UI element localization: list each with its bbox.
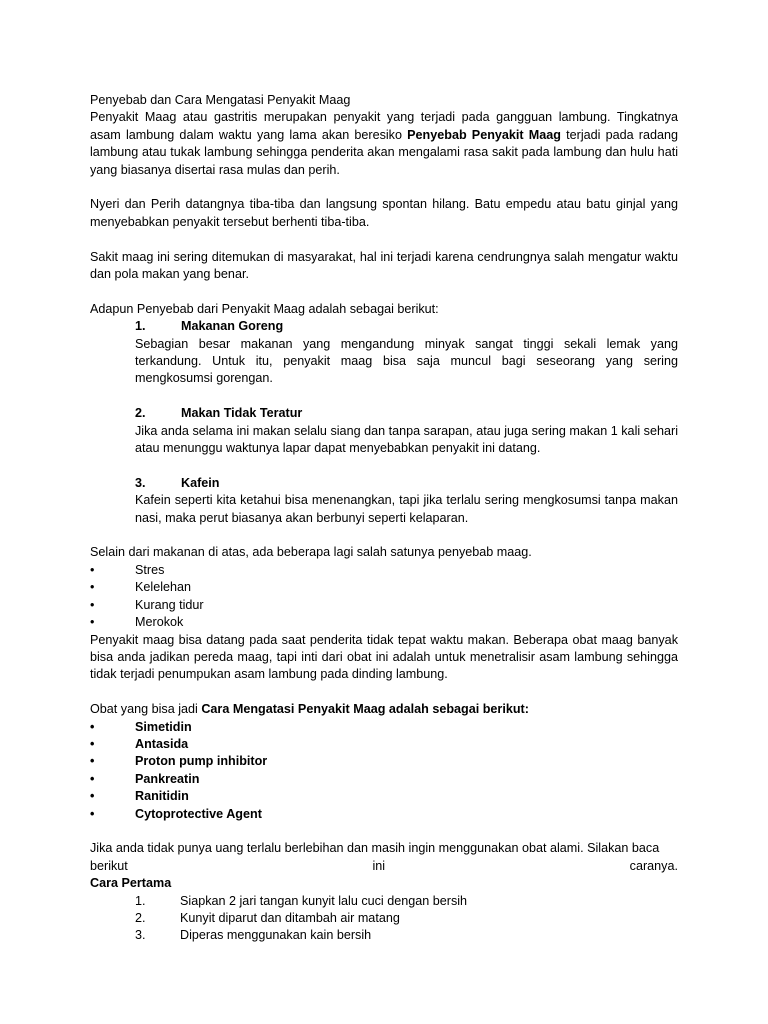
bullet-icon: •: [90, 615, 95, 630]
bullet-icon: •: [90, 806, 95, 821]
meds-heading-text-1: Obat yang bisa jadi: [90, 702, 202, 717]
list-item-label: Kurang tidur: [135, 597, 204, 612]
step-item: [90, 910, 678, 927]
step-item: [90, 927, 678, 944]
step-number: 1.: [135, 893, 146, 908]
meds-heading-text-2: adalah sebagai berikut:: [385, 702, 529, 717]
paragraph-2: Nyeri dan Perih datangnya tiba-tiba dan langsung spontan hilang. Batu empedu atau batu ginjal yang menyebabkan penyakit tersebut berhenti tiba-tiba.: [90, 197, 678, 229]
bullet-icon: •: [90, 562, 95, 577]
list-item-label: Kelelehan: [135, 580, 192, 595]
list-item: [90, 719, 678, 736]
first-way-title: Cara Pertama: [90, 876, 172, 891]
intro-term: Penyakit Maag: [90, 110, 177, 125]
cause-3-label: Kafein: [181, 475, 220, 490]
spacer: [90, 388, 678, 405]
cause-1-body: Sebagian besar makanan yang mengandung minyak sangat tinggi sekali lemak yang terkandung. Untuk itu, penyakit maag bisa saja muncul bagi seseorang yang sering mengkosumsi gorengan.: [135, 336, 678, 386]
spacer: [90, 457, 678, 474]
step-item: [90, 893, 678, 910]
list-item-label: Simetidin: [135, 719, 192, 734]
natural-word-1: berikut: [90, 858, 128, 873]
list-item-label: Antasida: [135, 736, 189, 751]
natural-remedy-line-2: [90, 858, 678, 875]
natural-word-2: ini: [372, 858, 386, 873]
list-item-label: Stres: [135, 562, 165, 577]
cause-2-body: Jika anda selama ini makan selalu siang dan tanpa sarapan, atau juga sering makan 1 kali sehari atau menunggu waktunya lapar dapat menyebabkan penyakit ini datang.: [135, 423, 678, 456]
spacer: [90, 823, 678, 840]
cause-3-body: Kafein seperti kita ketahui bisa menenangkan, tapi jika terlalu sering mengkosumsi tanpa makan nasi, maka perut biasanya akan berbunyi seperti kelaparan.: [135, 493, 678, 525]
bullet-icon: •: [90, 597, 95, 612]
natural-word-3: caranya.: [629, 858, 678, 873]
causes-heading: Adapun Penyebab dari Penyakit Maag adalah sebagai berikut:: [90, 301, 439, 316]
cause-2-title: [90, 405, 678, 422]
bullet-icon: •: [90, 754, 95, 769]
list-item: [90, 788, 678, 805]
step-text: Diperas menggunakan kain bersih: [180, 928, 372, 943]
spacer: [90, 231, 678, 248]
bullet-icon: •: [90, 736, 95, 751]
intro-text-2: terjadi pada radang lambung atau tukak lambung sehingga penderita akan mengalami rasa sakit pada lambung dan hulu hati yang biasanya disertai rasa mulas dan perih.: [90, 127, 678, 177]
meds-heading-keyword: Cara Mengatasi Penyakit Maag: [201, 702, 386, 717]
list-item: [90, 614, 678, 631]
step-text: Kunyit diparut dan ditambah air matang: [180, 910, 400, 925]
paragraph-after-causes: Penyakit maag bisa datang pada saat penderita tidak tepat waktu makan. Beberapa obat maag banyak bisa anda jadikan pereda maag, tapi inti dari obat ini adalah untuk menetralisir asam lambung sehingga tidak terjadi penumpukan asam lambung pada dinding lambung.: [90, 632, 678, 682]
spacer: [90, 684, 678, 701]
cause-1-number: 1.: [135, 319, 146, 334]
list-item: [90, 736, 678, 753]
list-item-label: Cytoprotective Agent: [135, 806, 262, 821]
meds-heading: [90, 701, 678, 718]
intro-paragraph: [90, 109, 678, 179]
list-item: [90, 579, 678, 596]
list-item: [90, 771, 678, 788]
list-item: [90, 753, 678, 770]
list-item-label: Merokok: [135, 615, 184, 630]
other-causes-heading: Selain dari makanan di atas, ada beberapa lagi salah satunya penyebab maag.: [90, 545, 532, 560]
intro-keyword: Penyebab Penyakit Maag: [407, 127, 561, 142]
list-item: [90, 597, 678, 614]
cause-3-title: [90, 475, 678, 492]
cause-2-label: Makan Tidak Teratur: [181, 406, 303, 421]
bullet-icon: •: [90, 789, 95, 804]
list-item-label: Proton pump inhibitor: [135, 754, 268, 769]
document-title: Penyebab dan Cara Mengatasi Penyakit Maag: [90, 93, 351, 107]
list-item: [90, 562, 678, 579]
bullet-icon: •: [90, 580, 95, 595]
paragraph-3: Sakit maag ini sering ditemukan di masyarakat, hal ini terjadi karena cendrungnya salah mengatur waktu dan pola makan yang benar.: [90, 249, 678, 282]
cause-2-number: 2.: [135, 406, 146, 421]
list-item-label: Pankreatin: [135, 771, 200, 786]
cause-1-title: [90, 318, 678, 335]
list-item: [90, 806, 678, 823]
list-item-label: Ranitidin: [135, 789, 189, 804]
spacer: [90, 527, 678, 544]
step-text: Siapkan 2 jari tangan kunyit lalu cuci dengan bersih: [180, 893, 468, 908]
intro-text-1: atau gastritis merupakan penyakit yang terjadi pada gangguan lambung. Tingkatnya asam lambung dalam waktu yang lama akan beresiko: [90, 110, 678, 142]
cause-1-label: Makanan Goreng: [181, 319, 284, 334]
step-number: 3.: [135, 928, 146, 943]
cause-3-number: 3.: [135, 475, 146, 490]
natural-remedy-line-1: Jika anda tidak punya uang terlalu berlebihan dan masih ingin menggunakan obat alami. Silakan baca: [90, 841, 660, 856]
spacer: [90, 179, 678, 196]
spacer: [90, 283, 678, 300]
step-number: 2.: [135, 910, 146, 925]
bullet-icon: •: [90, 719, 95, 734]
bullet-icon: •: [90, 771, 95, 786]
